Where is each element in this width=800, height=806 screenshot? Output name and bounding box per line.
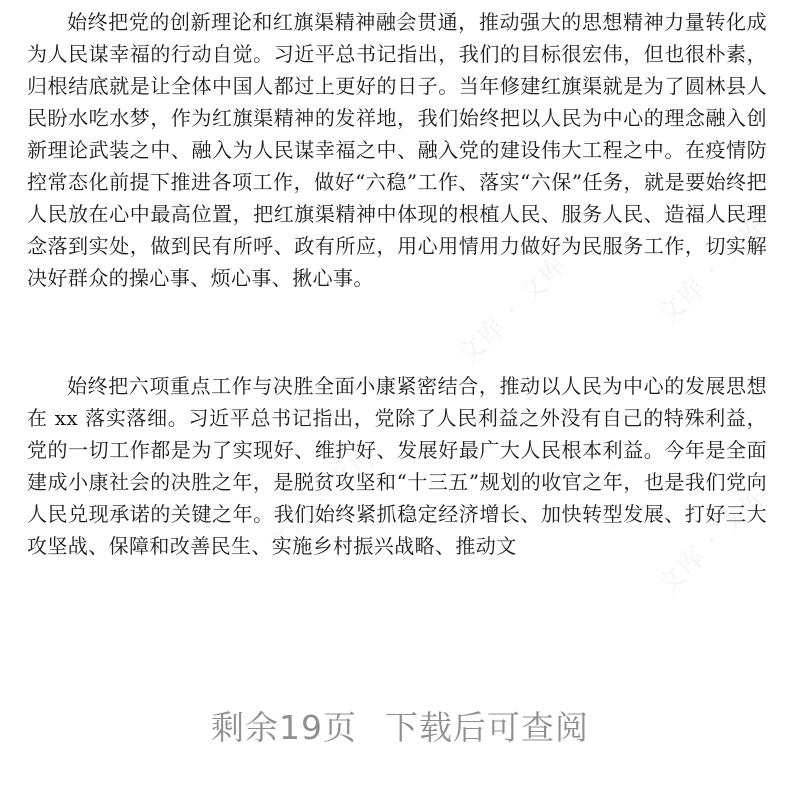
- body-paragraph: 始终把党的创新理论和红旗渠精神融会贯通，推动强大的思想精神力量转化成为人民谋幸福的行动自觉。习近平总书记指出，我们的目标很宏伟，但也很朴素，归根结底就是让全体中国人都过上更好的日子。当年修建红旗渠就是为了圆林县人民盼水吃水梦，作为红旗渠精神的发祥地，我们始终把以人民为中心的理念融入创新理论武装之中、融入为人民谋幸福之中、融入党的建设伟大工程之中。在疫情防控常态化前提下推进各项工作，做好“六稳”工作、落实“六保”任务，就是要始终把人民放在心中最高位置，把红旗渠精神中体现的根植人民、服务人民、造福人民理念落到实处，做到民有所呼、政有所应，用心用情用力做好为民服务工作，切实解决好群众的操心事、烦心事、揪心事。: [27, 10, 767, 290]
- download-hint-label: 下载后可查阅: [385, 708, 589, 747]
- remaining-pages-download-banner[interactable]: [0, 700, 800, 756]
- watermark: 文库 · 文库: [262, 439, 385, 562]
- body-paragraph: 始终把六项重点工作与决胜全面小康紧密结合，推动以人民为中心的发展思想在 xx 落实落细。习近平总书记指出，党除了人民利益之外没有自己的特殊利益，党的一切工作都是为了实现好、维护好、发展好最广大人民根本利益。今年是全面建成小康社会的决胜之年，是脱贫攻坚和“十三五”规划的收官之年，也是我们党向人民兑现承诺的关键之年。我们始终紧抓稳定经济增长、加快转型发展、打好三大攻坚战、保障和改善民生、实施乡村振兴战略、推动文: [27, 374, 767, 558]
- watermark: 文库 · 文库: [452, 249, 575, 372]
- watermark: 文库 · 文库: [652, 479, 775, 602]
- watermark: 文库 · 文库: [652, 209, 775, 332]
- remaining-pages-label: 剩余19页: [211, 708, 357, 747]
